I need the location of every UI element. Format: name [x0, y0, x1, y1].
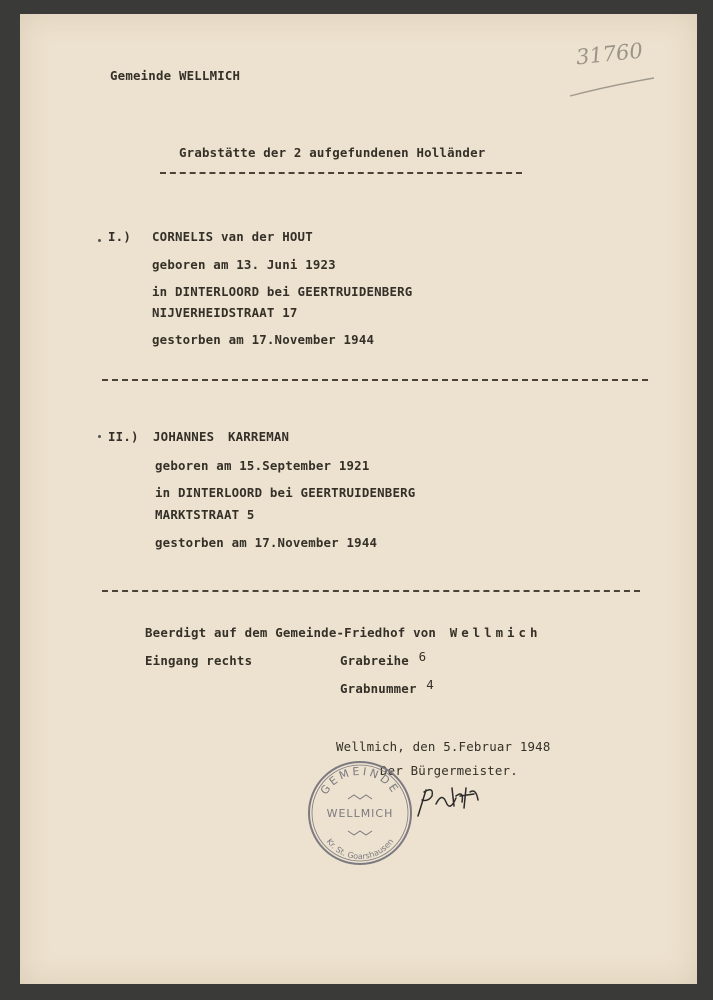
- person-1-street: NIJVERHEIDSTRAAT 17: [152, 305, 298, 320]
- document-title: Grabstätte der 2 aufgefundenen Holländer: [179, 145, 486, 160]
- burial-town: Wellmich: [449, 625, 542, 640]
- burial-text: Beerdigt auf dem Gemeinde-Friedhof von: [145, 625, 437, 640]
- document-page: [20, 14, 697, 984]
- grave-row: [340, 649, 427, 668]
- margin-dot: [98, 435, 101, 438]
- grave-number-label: Grabnummer: [340, 681, 417, 696]
- person-1-place: in DINTERLOORD bei GEERTRUIDENBERG: [152, 284, 413, 299]
- margin-dot: [98, 239, 101, 242]
- place-date: Wellmich, den 5.Februar 1948: [336, 739, 551, 754]
- burial-entrance: Eingang rechts: [145, 653, 253, 668]
- title-underline: [160, 172, 522, 174]
- municipality-header: Gemeinde WELLMICH: [110, 68, 241, 83]
- burial-line: [145, 625, 541, 640]
- person-2-born: geboren am 15.September 1921: [155, 458, 370, 473]
- archive-number: 31760: [574, 38, 644, 70]
- person-1-name: CORNELIS van der HOUT: [152, 229, 313, 244]
- person-2-died: gestorben am 17.November 1944: [155, 535, 378, 550]
- signature: [412, 782, 492, 822]
- person-2-place: in DINTERLOORD bei GEERTRUIDENBERG: [155, 485, 416, 500]
- stamp-top-text: GEMEINDE: [317, 764, 403, 798]
- grave-row-value: 6: [418, 649, 427, 664]
- stamp-center-text: WELLMICH: [326, 807, 394, 820]
- person-1-died: gestorben am 17.November 1944: [152, 332, 375, 347]
- section-divider-1: [102, 379, 648, 381]
- grave-row-label: Grabreihe: [340, 653, 409, 668]
- person-2-name: JOHANNES KARREMAN: [153, 429, 290, 444]
- person-1-born: geboren am 13. Juni 1923: [152, 257, 336, 272]
- municipal-stamp: [305, 758, 415, 868]
- grave-number: [340, 677, 434, 696]
- person-1-numeral: I.): [108, 229, 131, 244]
- pencil-underline: [568, 74, 658, 104]
- section-divider-2: [102, 590, 640, 592]
- stamp-bottom-text: Kr. St. Goarshausen: [324, 837, 396, 862]
- stamp-emblem-icon: [348, 831, 372, 835]
- grave-number-value: 4: [426, 677, 434, 692]
- signatory-title: Der Bürgermeister.: [380, 763, 518, 778]
- person-2-numeral: II.): [108, 429, 139, 444]
- stamp-emblem-icon: [348, 795, 372, 799]
- person-2-street: MARKTSTRAAT 5: [155, 507, 255, 522]
